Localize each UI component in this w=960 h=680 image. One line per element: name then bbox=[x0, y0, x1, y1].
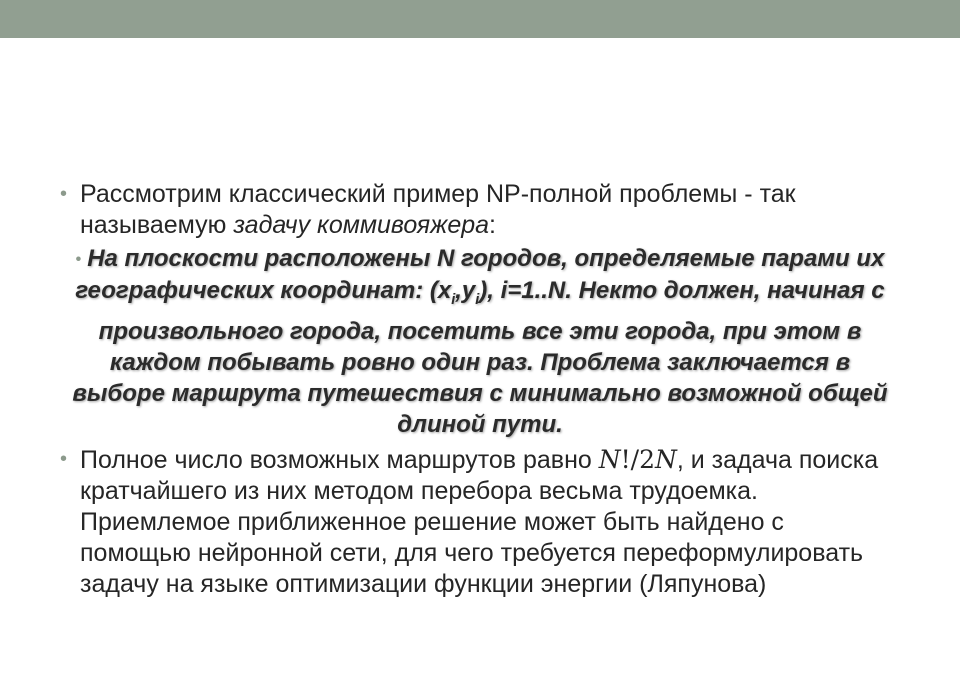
math-n-1: N bbox=[598, 444, 621, 474]
sub-bullet-part1: На плоскости расположены N городов, определяемые парами их географических координат: (x bbox=[75, 245, 885, 305]
bullet-item-2 bbox=[60, 444, 900, 600]
bullet-2-text: Полное число возможных маршрутов равно bbox=[80, 445, 599, 474]
subscript-i-2: i bbox=[475, 291, 480, 308]
math-factorial-div: !/2 bbox=[620, 444, 655, 474]
bullet-1-emphasis: задачу коммивояжера bbox=[233, 211, 490, 239]
bullet-2-tail: , и задача поиска кратчайшего из них методом перебора весьма трудоемка. Приемлемое приближенное решение может быть найдено с помощью нейронной сети, для чего требуется переформулировать задачу на языке оптимизации функции энергии (Ляпунова) bbox=[80, 445, 879, 598]
bullet-dot-icon: • bbox=[60, 183, 68, 205]
top-bar bbox=[0, 0, 960, 38]
bullet-dot-icon: • bbox=[60, 447, 68, 470]
sub-bullet-part3: ), i=1..N. Некто должен, начиная с произвольного города, посетить все эти города, при этом в каждом побывать ровно один раз. Проблема заключается в выборе маршрута путешествия с минимально возможной общей длиной пути. bbox=[72, 277, 888, 438]
bullet-item-1 bbox=[60, 179, 900, 241]
sub-bullet-dot-icon: • bbox=[75, 251, 82, 269]
slide-content bbox=[60, 179, 900, 600]
sub-bullet-part2: ,y bbox=[455, 277, 476, 305]
subscript-i-1: i bbox=[451, 291, 456, 308]
bullet-1-text: Рассмотрим классический пример NP-полной проблемы - так называемую bbox=[80, 180, 796, 239]
math-n-2: N bbox=[655, 444, 677, 474]
bullet-1-tail: : bbox=[489, 211, 496, 239]
sub-bullet-item bbox=[60, 243, 900, 440]
